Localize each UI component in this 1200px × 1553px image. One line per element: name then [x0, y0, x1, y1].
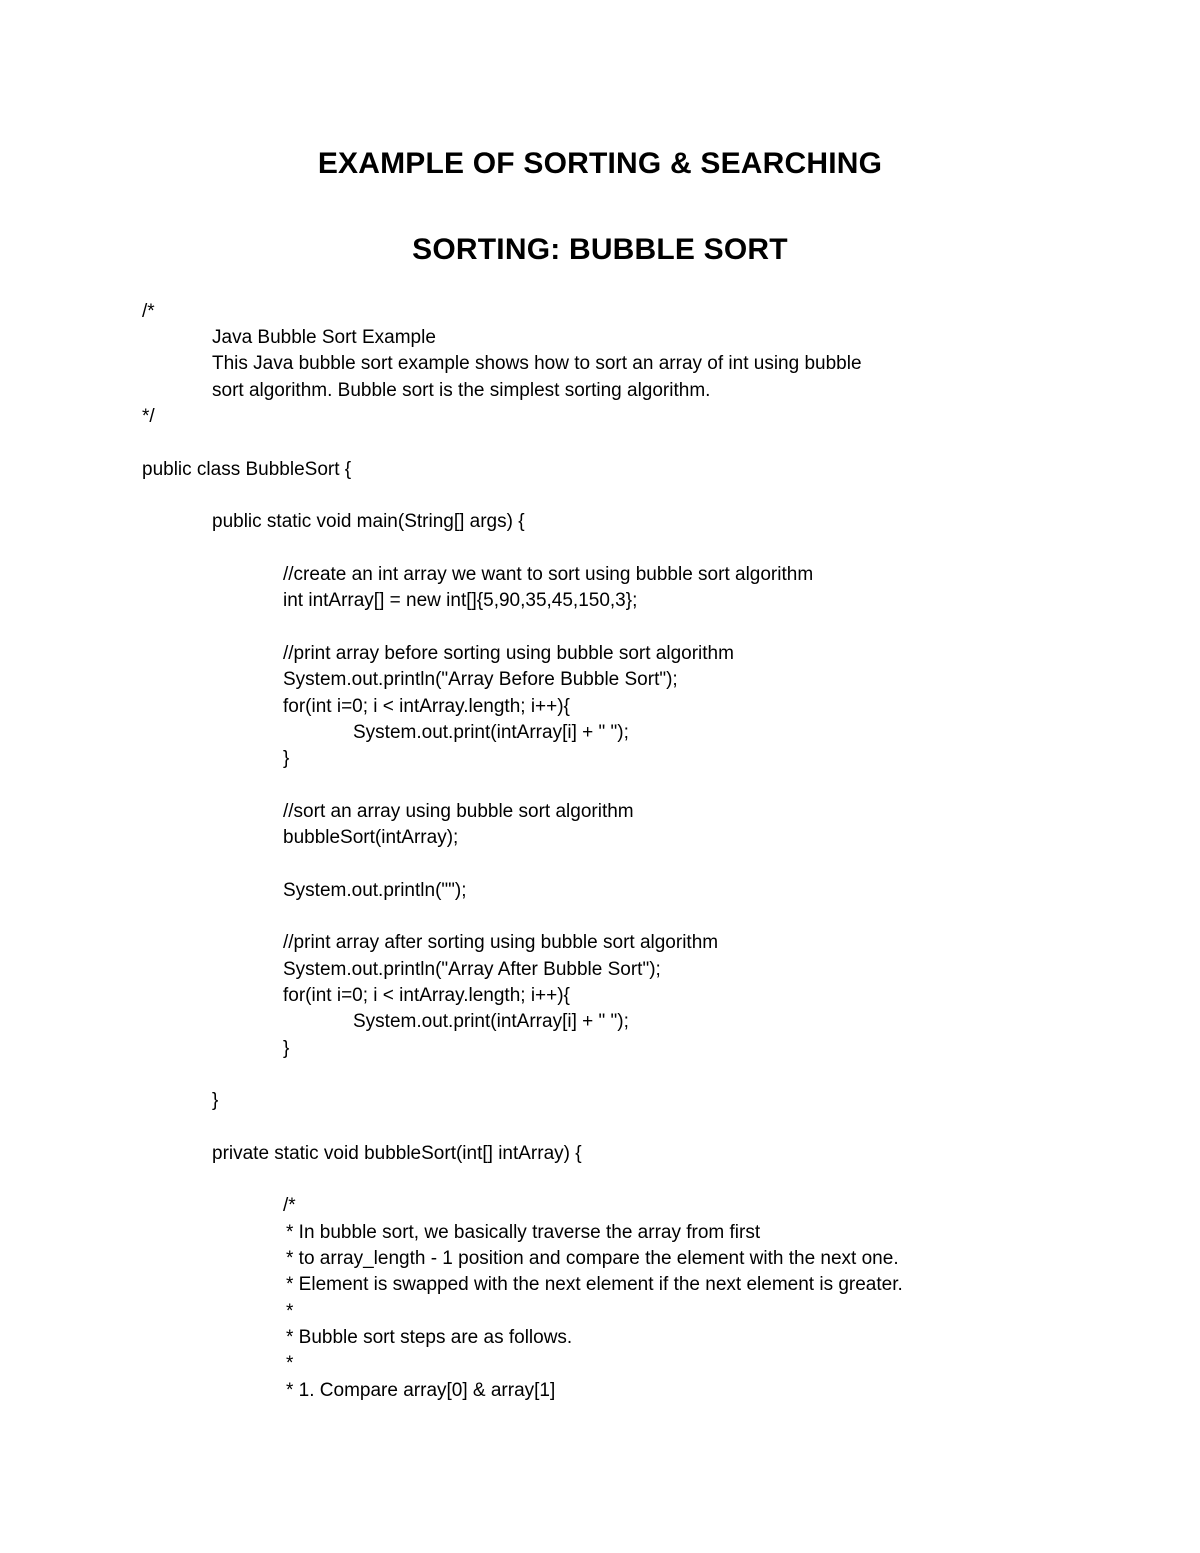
code-line: int intArray[] = new int[]{5,90,35,45,150,3};	[283, 590, 638, 611]
code-line: //sort an array using bubble sort algorithm	[283, 801, 634, 822]
code-line: public class BubbleSort {	[142, 459, 352, 480]
code-line: *	[286, 1301, 294, 1322]
code-line: This Java bubble sort example shows how to sort an array of int using bubble	[212, 353, 862, 374]
code-line: System.out.println("Array Before Bubble Sort");	[283, 669, 678, 690]
code-line: /*	[283, 1195, 296, 1216]
code-line: bubbleSort(intArray);	[283, 827, 459, 848]
code-line: * Element is swapped with the next element if the next element is greater.	[286, 1274, 903, 1295]
code-line: }	[283, 748, 290, 769]
code-line: */	[142, 406, 155, 427]
code-line: /*	[142, 301, 155, 322]
code-line: System.out.println("Array After Bubble Sort");	[283, 959, 661, 980]
code-line: *	[286, 1353, 294, 1374]
code-line: * to array_length - 1 position and compare the element with the next one.	[286, 1248, 899, 1269]
code-line: }	[212, 1090, 219, 1111]
code-line: Java Bubble Sort Example	[212, 327, 436, 348]
code-line: }	[283, 1038, 290, 1059]
code-line: sort algorithm. Bubble sort is the simplest sorting algorithm.	[212, 380, 711, 401]
code-line: //print array after sorting using bubble sort algorithm	[283, 932, 719, 953]
code-line: for(int i=0; i < intArray.length; i++){	[283, 985, 570, 1006]
code-line: public static void main(String[] args) {	[212, 511, 525, 532]
code-line: System.out.println("");	[283, 880, 467, 901]
code-line: System.out.print(intArray[i] + " ");	[353, 1011, 629, 1032]
code-line: private static void bubbleSort(int[] intArray) {	[212, 1143, 582, 1164]
document-title: EXAMPLE OF SORTING & SEARCHING	[317, 147, 883, 180]
code-line: * In bubble sort, we basically traverse the array from first	[286, 1222, 761, 1243]
code-line: //print array before sorting using bubble sort algorithm	[283, 643, 734, 664]
code-line: for(int i=0; i < intArray.length; i++){	[283, 696, 570, 717]
code-line: //create an int array we want to sort using bubble sort algorithm	[283, 564, 814, 585]
code-line: System.out.print(intArray[i] + " ");	[353, 722, 629, 743]
section-heading: SORTING: BUBBLE SORT	[412, 233, 788, 266]
code-line: * Bubble sort steps are as follows.	[286, 1327, 573, 1348]
code-line: * 1. Compare array[0] & array[1]	[286, 1380, 556, 1401]
